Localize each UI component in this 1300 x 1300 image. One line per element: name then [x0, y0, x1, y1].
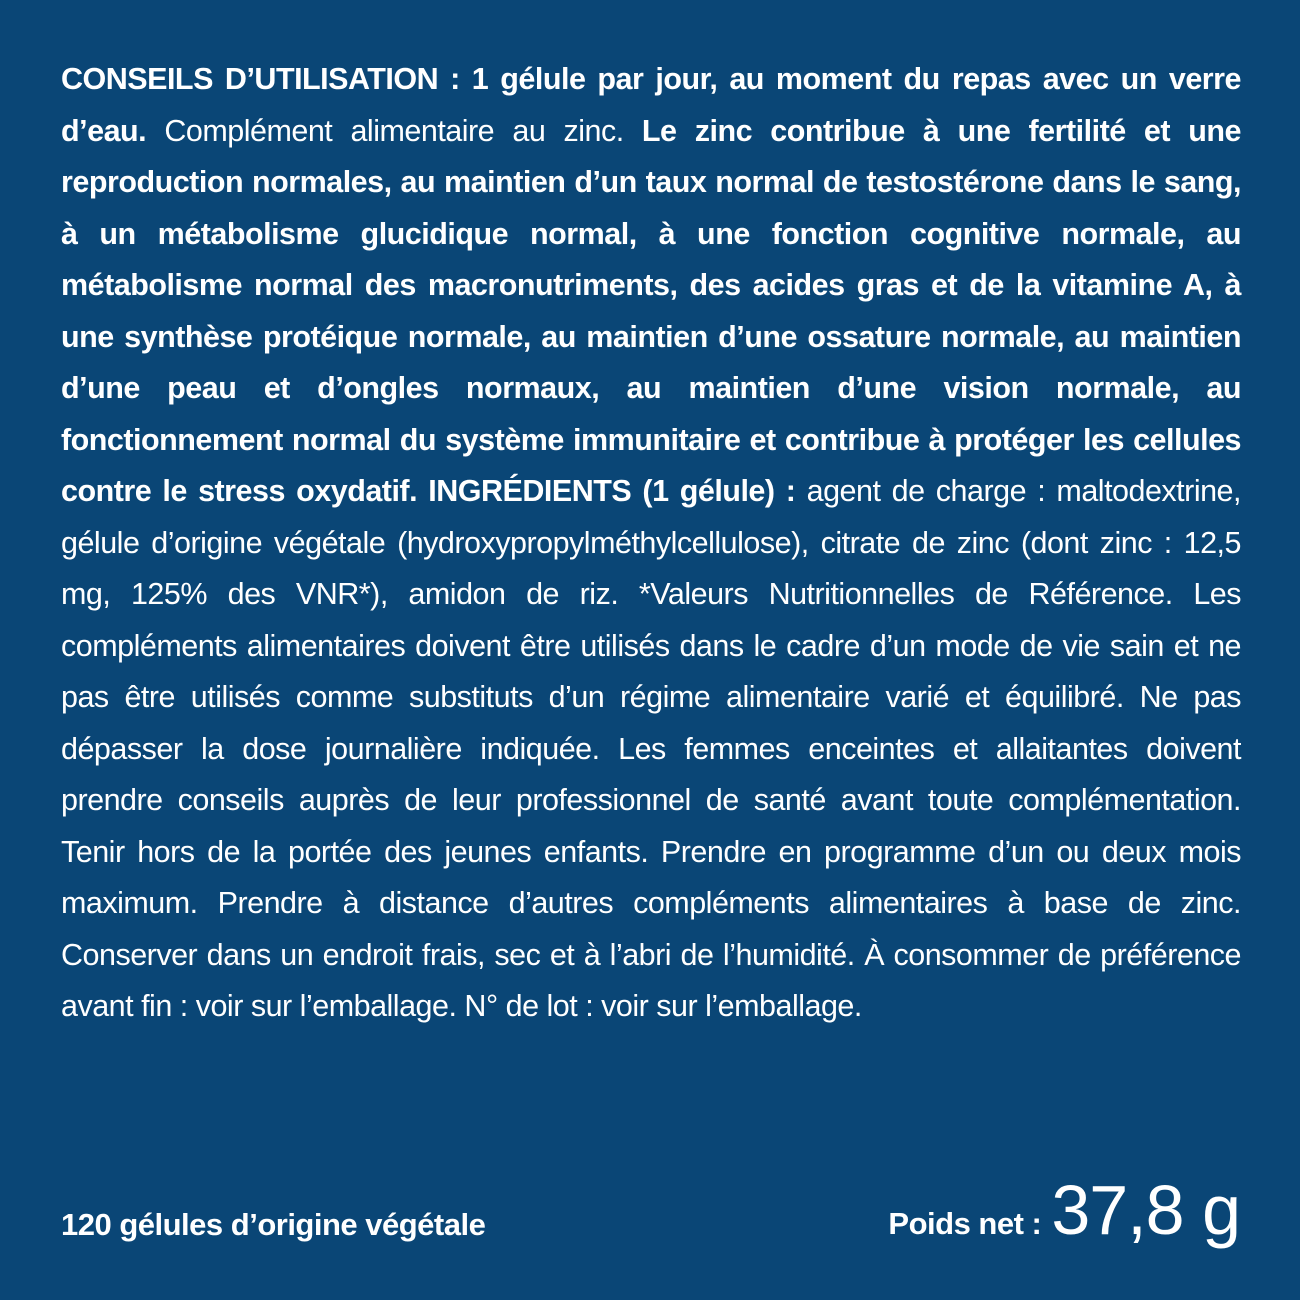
ingredients-and-warnings: agent de charge : maltodextrine, gélule d’origine végétale (hydroxypropylméthylcellulose), citrate de zinc (dont zinc : 12,5 mg, 125% des VNR*), amidon de riz. *Valeurs Nutritionnelles de Référence. Les compléments alimentaires doivent être utilisés dans le cadre d’un mode de vie sain et ne pas être utilisés comme substituts d’un régime alimentaire varié et équilibré. Ne pas dépasser la dose journalière indiquée. Les femmes enceintes et allaitantes doivent prendre conseils auprès de leur professionnel de santé avant toute complémentation. Tenir hors de la portée des jeunes enfants. Prendre en programme d’un ou deux mois maximum. Prendre à distance d’autres compléments alimentaires à base de zinc. Conserver dans un endroit frais, sec et à l’abri de l’humidité. À consommer de préférence avant fin : voir sur l’emballage. N° de lot : voir sur l’emballage. — [61, 474, 1241, 1023]
net-weight — [888, 1170, 1240, 1250]
usage-heading: CONSEILS D’UTILISATION : — [61, 62, 460, 96]
net-weight-label: Poids net : — [888, 1206, 1042, 1241]
ingredients-heading: INGRÉDIENTS (1 gélule) : — [417, 474, 796, 508]
supplement-type: Complément alimentaire au zinc. — [146, 113, 642, 148]
usage-instructions: 1 gélule par jour, au moment du repas avec un verre d’eau. — [61, 62, 1241, 148]
net-weight-value: 37,8 g — [1051, 1171, 1240, 1249]
capsule-count: 120 gélules d’origine végétale — [61, 1207, 486, 1242]
label-body-text — [61, 54, 1241, 1033]
health-claims: Le zinc contribue à une fertilité et une reproduction normales, au maintien d’un taux normal de testostérone dans le sang, à un métabolisme glucidique normal, à une fonction cognitive normale, au métabolisme normal des macronutriments, des acides gras et de la vitamine A, à une synthèse protéique normale, au maintien d’une ossature normale, au maintien d’une peau et d’ongles normaux, au maintien d’une vision normale, au fonctionnement normal du système immunitaire et contribue à protéger les cellules contre le stress oxydatif. — [61, 113, 1241, 508]
